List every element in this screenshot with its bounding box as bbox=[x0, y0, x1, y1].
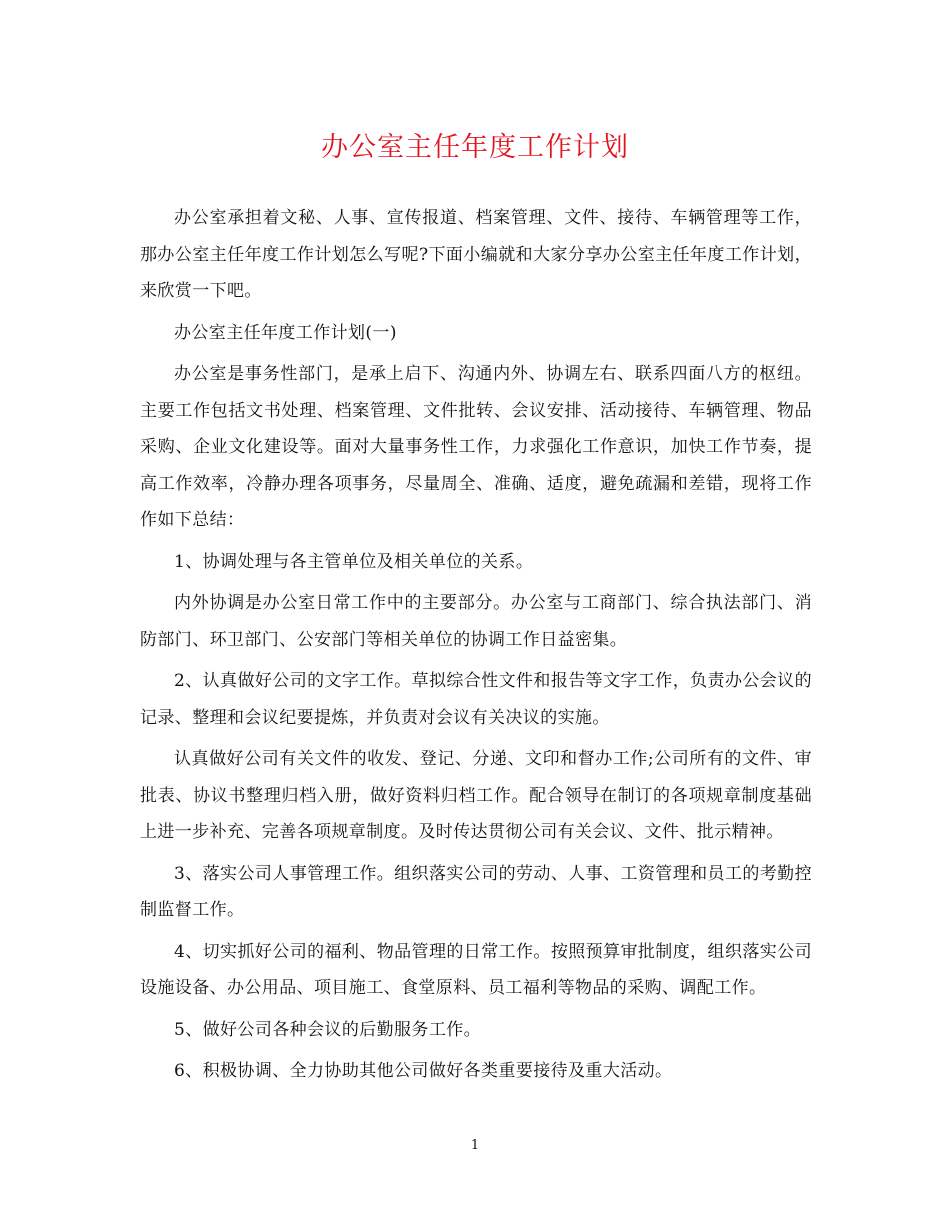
paragraph-item-6: 6、积极协调、全力协助其他公司做好各类重要接待及重大活动。 bbox=[174, 1061, 673, 1081]
paragraph-intro: 办公室承担着文秘、人事、宣传报道、档案管理、文件、接待、车辆管理等工作，那办公室主任年度工作计划怎么写呢?下面小编就和大家分享办公室主任年度工作计划，来欣赏一下吧。 bbox=[140, 208, 812, 301]
paragraph-office-role: 办公室是事务性部门，是承上启下、沟通内外、协调左右、联系四面八方的枢纽。主要工作包括文书处理、档案管理、文件批转、会议安排、活动接待、车辆管理、物品采购、企业文化建设等。面对大量事务性工作，力求强化工作意识，加快工作节奏，提高工作效率，冷静办理各项事务，尽量周全、准确、适度，避免疏漏和差错，现将工作作如下总结： bbox=[140, 364, 812, 530]
paragraph-item-3: 3、落实公司人事管理工作。组织落实公司的劳动、人事、工资管理和员工的考勤控制监督工作。 bbox=[140, 863, 812, 920]
document-body bbox=[140, 200, 812, 1095]
paragraph-item-5: 5、做好公司各种会议的后勤服务工作。 bbox=[174, 1019, 482, 1040]
document-title: 办公室主任年度工作计划 bbox=[321, 132, 629, 163]
paragraph-item-4: 4、切实抓好公司的福利、物品管理的日常工作。按照预算审批制度，组织落实公司设施设备、办公用品、项目施工、食堂原料、员工福利等物品的采购、调配工作。 bbox=[140, 941, 812, 998]
paragraph-documents: 认真做好公司有关文件的收发、登记、分递、文印和督办工作;公司所有的文件、审批表、协议书整理归档入册，做好资料归档工作。配合领导在制订的各项规章制度基础上进一步补充、完善各项规章制度。及时传达贯彻公司有关会议、文件、批示精神。 bbox=[140, 749, 812, 842]
page-number: 1 bbox=[470, 1138, 480, 1153]
paragraph-item-2: 2、认真做好公司的文字工作。草拟综合性文件和报告等文字工作，负责办公会议的记录、整理和会议纪要提炼，并负责对会议有关决议的实施。 bbox=[140, 671, 812, 728]
paragraph-coordination: 内外协调是办公室日常工作中的主要部分。办公室与工商部门、综合执法部门、消防部门、环卫部门、公安部门等相关单位的协调工作日益密集。 bbox=[140, 593, 812, 650]
paragraph-item-1: 1、协调处理与各主管单位及相关单位的关系。 bbox=[174, 551, 534, 572]
paragraph-section-heading: 办公室主任年度工作计划(一) bbox=[174, 322, 397, 343]
